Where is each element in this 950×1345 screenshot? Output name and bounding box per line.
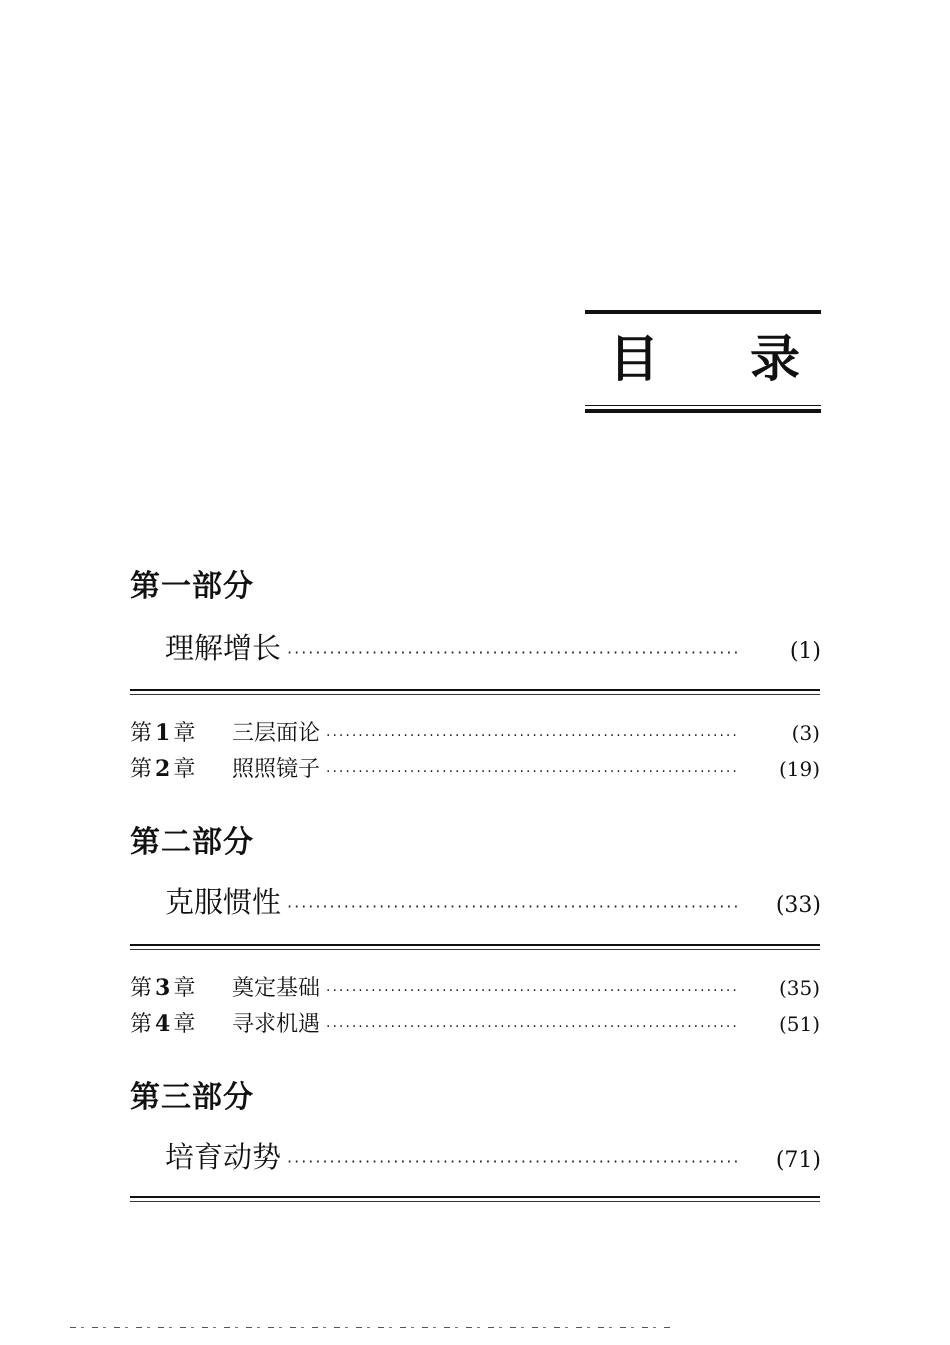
toc-entry-chapter-2[interactable] [130, 752, 820, 783]
chapter-title: 照照镜子 [232, 757, 321, 782]
part-heading-3: 第三部分 [130, 1080, 254, 1115]
dot-leader: ································································ [326, 764, 739, 780]
toc-entry-part-2[interactable] [165, 880, 821, 921]
toc-entry-chapter-1[interactable] [130, 716, 820, 747]
toc-entry-chapter-4[interactable] [130, 1007, 820, 1038]
title-rule-top [585, 310, 821, 314]
page-number: (35) [778, 976, 820, 1000]
page-number: (19) [778, 757, 820, 781]
chapter-number: 第 4 章 [130, 1011, 196, 1037]
toc-title-char-left: 目 [609, 330, 659, 388]
toc-title-block [585, 310, 821, 414]
toc-entry-chapter-3[interactable] [130, 971, 820, 1002]
toc-entry-part-3[interactable] [165, 1135, 821, 1176]
scan-artifact [70, 1327, 670, 1328]
chapter-number: 第 2 章 [130, 756, 196, 782]
page-number: (1) [789, 639, 821, 664]
page-number: (3) [791, 721, 820, 745]
part-title-2: 克服惯性 [165, 885, 282, 919]
dot-leader: ································································ [326, 983, 739, 999]
dot-leader: ································································ [326, 728, 739, 744]
page-number: (71) [775, 1148, 821, 1173]
part-title-3: 培育动势 [165, 1140, 282, 1174]
title-rule-bottom-thin [585, 405, 821, 406]
chapter-title: 三层面论 [232, 721, 321, 746]
dot-leader: ································································ [326, 1019, 739, 1035]
page-number: (33) [775, 893, 821, 918]
chapter-title: 奠定基础 [232, 976, 321, 1001]
dot-leader: ································································ [287, 643, 741, 662]
chapter-title: 寻求机遇 [232, 1012, 321, 1037]
section-divider [130, 944, 820, 950]
chapter-number: 第 3 章 [130, 975, 196, 1001]
section-divider [130, 1196, 820, 1202]
toc-title-char-right: 录 [750, 330, 800, 388]
part-title-1: 理解增长 [165, 631, 282, 665]
page-number: (51) [778, 1012, 820, 1036]
part-heading-2: 第二部分 [130, 825, 254, 860]
toc-entry-part-1[interactable] [165, 626, 821, 667]
dot-leader: ································································ [287, 897, 741, 916]
chapter-number: 第 1 章 [130, 720, 196, 746]
section-divider [130, 689, 820, 695]
part-heading-1: 第一部分 [130, 569, 254, 604]
dot-leader: ································································ [287, 1152, 741, 1171]
title-rule-bottom [585, 409, 821, 413]
